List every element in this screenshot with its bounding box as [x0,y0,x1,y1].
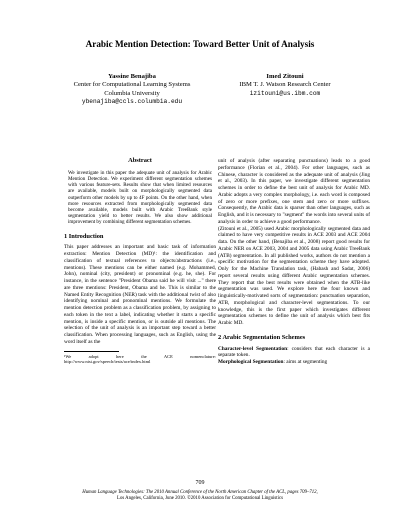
author-name: Yassine Benajiba [108,73,156,80]
footnote: ¹We adopt here the ACE nomenclature: http://www.nist.gov/speech/tests/ace/index.html [64,353,216,365]
page-number: 709 [195,480,205,486]
page-footer [20,490,380,502]
section-heading-introduction: 1 Introduction [64,232,104,240]
body-paragraph: unit of analysis (after separating punctuations) leads to a good performance (Florian et al., 2004). For other languages, such as Chinese, character is considered as the adequate unit of analysis (Jing et al., 2003). In this paper, we investigate different segmentation schemes in order to define the best unit of analysis for Arabic MD. Arabic adopts a very complex morphology, i.e. each word is composed of zero or more prefixes, one stem and zero or more suffixes. Consequently, the Arabic data is sparser than other languages, such as English, and it is necessary to "segment" the words into several units of analysis in order to achieve a good performance. [218,158,370,225]
footer-venue: Human Language Technologies: The 2010 Annual Conference of the North American Chapter of the ACL, pages 709–712, [82,490,318,495]
definition-text: : aims at segmenting [283,359,328,365]
definition-text: : considers that each character is a separate token. [218,345,370,359]
abstract-text: We investigate in this paper the adequate unit of analysis for Arabic Mention Detection. We experiment different segmentation schemes with various feature-sets. Results show that when limited resources are available, models built on morphologically segmented data outperform other models by up to 4F points. On the other hand, when more resources extracted from morphologically segmented data become available, models built with Arabic TreeBank style segmentation yield to better results. We also show additional improvement by combining different segmentation schemes. [68,169,212,226]
paper-title: Arabic Mention Detection: Toward Better Unit of Analysis [85,39,315,49]
author-affiliation: Center for Computational Learning Systems [73,81,191,89]
author-email: izitouni@us.ibm.com [249,89,321,97]
definition-term: Character-level Segmentation [218,345,288,352]
definition-term: Morphological Segmentation [218,359,284,365]
author-email: ybenajiba@ccls.columbia.edu [81,98,183,106]
intro-paragraph: This paper addresses an important and basic task of information extraction: Mention Detection (MD)¹: the identification and classification of textual references to objects/abstractions (i.e., mentions). These mentions can be either named (e.g. Mohammed, John), nominal (city, president) or pronominal (e.g. he, she). For instance, in the sentence "President Obama said he will visit ..." there are three mentions: President, Obama and he. This is similar to the Named Entity Recognition (NER) task with the additional twist of also identifying nominal and pronominal mentions. We formulate the mention detection problem as a classification problem, by assigning to each token in the text a label, indicating whether it starts a specific mention, is inside a specific mention, or is outside all mentions. The selection of the unit of analysis is an important step toward a better classification. When processing languages, such as English, using the word itself as the [64,244,216,345]
left-column [64,158,216,365]
definition-item [218,359,370,366]
author-affiliation: Columbia University [104,89,160,97]
author-block-1 [52,73,212,107]
section-heading-segmentation: 2 Arabic Segmentation Schemes [218,333,306,341]
author-affiliation: IBM T. J. Watson Research Center [239,81,331,89]
right-column [218,158,370,366]
definition-item [218,346,370,360]
footnote-rule [64,351,119,352]
footer-location: Los Angeles, California, June 2010. ©2010 Association for Computational Linguistics [117,496,283,502]
author-name: Imed Zitouni [266,73,304,80]
abstract-heading: Abstract [128,157,152,164]
author-block-2 [200,73,370,98]
body-paragraph: (Zitouni et al., 2005) used Arabic morphologically segmented data and claimed to have very competitive results in ACE 2003 and ACE 2004 data. On the other hand, (Benajiba et al., 2008) report good results for Arabic NER on ACE 2003, 2004 and 2005 data using Arabic TreeBank (ATB) segmentation. In all published works, authors do not mention a specific motivation for the segmentation scheme they have adopted. Only for the Machine Translation task, (Habash and Sadat, 2006) report several results using different Arabic segmentation schemes. They report that the best results were obtained when the ATB-like segmentation was used. We explore here the four known and linguistically-motivated sorts of segmentation: punctuation separation, ATB, morphological and character-level segmentations. To our knowledge, this is the first paper which investigates different segmentation schemes to define the unit of analysis which best fits Arabic MD. [218,225,370,326]
